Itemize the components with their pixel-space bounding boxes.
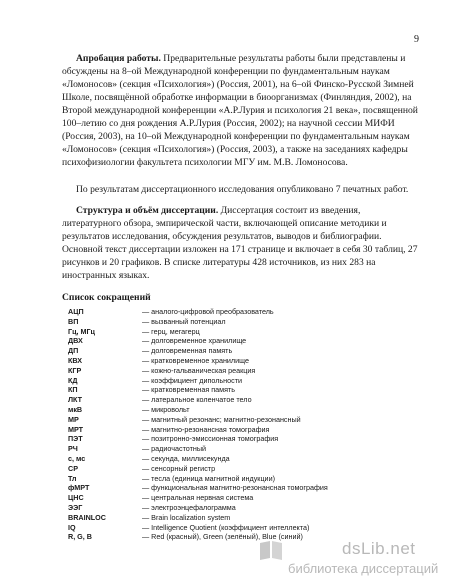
- abbreviation-row: [68, 395, 408, 405]
- abbreviation-definition: — кратковременная память: [142, 385, 236, 395]
- abbreviation-term: IQ: [68, 522, 76, 532]
- abbreviation-term: АЦП: [68, 307, 84, 316]
- abbreviations-list: [68, 307, 408, 542]
- abbreviation-definition: — электроэнцефалограмма: [142, 502, 236, 512]
- abbreviation-definition: — микровольт: [142, 404, 190, 414]
- structure-text: Диссертация состоит из введения, литературного обзора, эмпирической части, включающей описание методики и результатов исследования, обсуждения результатов, выводов и библиографии. Основной текст диссертации изложен на 171 странице и включает в себя 30 таблиц, 27 рисунков и 20 графиков. В списке литературы 428 источников, из них 283 на иностранных языках.: [62, 205, 418, 281]
- abbreviation-term: РЧ: [68, 444, 78, 454]
- book-logo-icon: [258, 539, 284, 561]
- abbreviation-definition: — центральная нервная система: [142, 493, 254, 503]
- abbreviation-term: Гц, МГц: [68, 326, 95, 336]
- abbreviation-definition: — тесла (единица магнитной индукции): [142, 473, 275, 483]
- abbreviation-row: [68, 513, 408, 523]
- abbreviation-term: КП: [68, 385, 78, 395]
- structure-heading: Структура и объём диссертации.: [76, 205, 219, 216]
- abbreviation-row: [68, 415, 408, 425]
- page-number: 9: [414, 34, 419, 45]
- abbreviation-row: [68, 346, 408, 356]
- abbreviation-definition: — Brain localization system: [142, 512, 231, 522]
- watermark-logo-text[interactable]: dsLib.net: [342, 539, 416, 558]
- abbreviation-term: Тл: [68, 473, 77, 483]
- abbreviation-definition: — магнитный резонанс; магнитно-резонансный: [142, 414, 301, 424]
- approbation-paragraph: [62, 52, 420, 169]
- abbreviation-definition: — сенсорный регистр: [142, 463, 216, 473]
- abbreviation-definition: — секунда, миллисекунда: [142, 453, 230, 463]
- abbreviation-term: R, G, B: [68, 532, 92, 542]
- abbreviation-definition: — кратковременное хранилище: [142, 355, 249, 365]
- abbreviation-row: [68, 307, 408, 317]
- approbation-heading: Апробация работы.: [76, 53, 161, 64]
- abbreviation-term: ДВХ: [68, 336, 83, 346]
- abbreviation-definition: — радиочастотный: [142, 444, 207, 454]
- abbreviation-definition: — магнитно-резонансная томография: [142, 424, 270, 434]
- abbreviation-definition: — кожно-гальваническая реакция: [142, 365, 256, 375]
- abbreviation-definition: — коэффициент дипольности: [142, 375, 243, 385]
- abbreviations-title: Список сокращений: [62, 292, 151, 303]
- abbreviation-term: СР: [68, 463, 78, 473]
- abbreviation-row: [68, 444, 408, 454]
- abbreviation-definition: — вызванный потенциал: [142, 316, 226, 326]
- abbreviation-row: [68, 356, 408, 366]
- abbreviation-term: ДП: [68, 346, 79, 356]
- abbreviation-row: [68, 503, 408, 513]
- abbreviation-row: [68, 366, 408, 376]
- abbreviation-term: МРТ: [68, 424, 84, 434]
- abbreviation-term: с, мс: [68, 453, 86, 463]
- abbreviation-row: [68, 474, 408, 484]
- abbreviation-term: МР: [68, 414, 79, 424]
- abbreviation-term: BRAINLOC: [68, 512, 106, 522]
- watermark: [258, 537, 448, 582]
- abbreviation-term: ПЭТ: [68, 434, 83, 444]
- abbreviation-row: [68, 483, 408, 493]
- structure-paragraph: [62, 204, 420, 282]
- abbreviation-definition: — функциональная магнитно-резонансная томография: [142, 483, 328, 493]
- abbreviation-row: [68, 336, 408, 346]
- abbreviation-row: [68, 434, 408, 444]
- abbreviation-row: [68, 405, 408, 415]
- abbreviation-row: [68, 523, 408, 533]
- abbreviation-row: [68, 327, 408, 337]
- abbreviation-term: ЛКТ: [68, 395, 82, 405]
- abbreviation-term: фМРТ: [68, 483, 90, 493]
- abbreviation-row: [68, 425, 408, 435]
- abbreviation-definition: — долговременная память: [142, 346, 233, 356]
- abbreviation-term: КД: [68, 375, 78, 385]
- abbreviation-row: [68, 454, 408, 464]
- abbreviation-term: ВП: [68, 316, 79, 326]
- abbreviation-definition: — долговременное хранилище: [142, 336, 247, 346]
- approbation-text: Предварительные результаты работы были представлены и обсуждены на 8–ой Международной конференции по фундаментальным наукам «Ломоносов» (секция «Психология») (Россия, 2001), на 6–ой Финско-Русской Зимней Школе, посвящённой обработке информации в биоорганизмах (Финляндия, 2002), на Второй международной конференции «А.Р.Лурия и психология 21 века», посвященной 100–летию со дня рождения А.Р.Лурия (Россия, 2002); на научной сессии МИФИ (Россия, 2003), на 10–ой Международной конференции по фундаментальным наукам «Ломоносов» (секция «Психология») (Россия, 2003), а также на заседаниях кафедры психофизиологии факультета психологии МГУ им. М.В. Ломоносова.: [62, 53, 418, 168]
- abbreviation-definition: — Red (красный), Green (зелёный), Blue (синий): [142, 532, 303, 542]
- abbreviation-term: ЭЭГ: [68, 502, 83, 512]
- abbreviation-term: КГР: [68, 365, 82, 375]
- abbreviation-row: [68, 493, 408, 503]
- abbreviation-definition: — латеральное коленчатое тело: [142, 395, 252, 405]
- abbreviation-term: мкВ: [68, 404, 83, 414]
- abbreviation-term: КВХ: [68, 355, 83, 365]
- abbreviation-row: [68, 464, 408, 474]
- abbreviation-definition: — позитронно-эмиссионная томография: [142, 434, 279, 444]
- abbreviation-row: [68, 317, 408, 327]
- abbreviation-row: [68, 376, 408, 386]
- watermark-subtitle: библиотека диссертаций: [288, 561, 439, 576]
- abbreviation-term: ЦНС: [68, 493, 84, 503]
- abbreviation-definition: — герц, мегагерц: [142, 326, 200, 336]
- abbreviation-definition: — аналого-цифровой преобразователь: [142, 307, 274, 316]
- abbreviation-row: [68, 385, 408, 395]
- publications-paragraph: По результатам диссертационного исследования опубликовано 7 печатных работ.: [76, 184, 409, 195]
- abbreviation-definition: — Intelligence Quotient (коэффициент интеллекта): [142, 522, 310, 532]
